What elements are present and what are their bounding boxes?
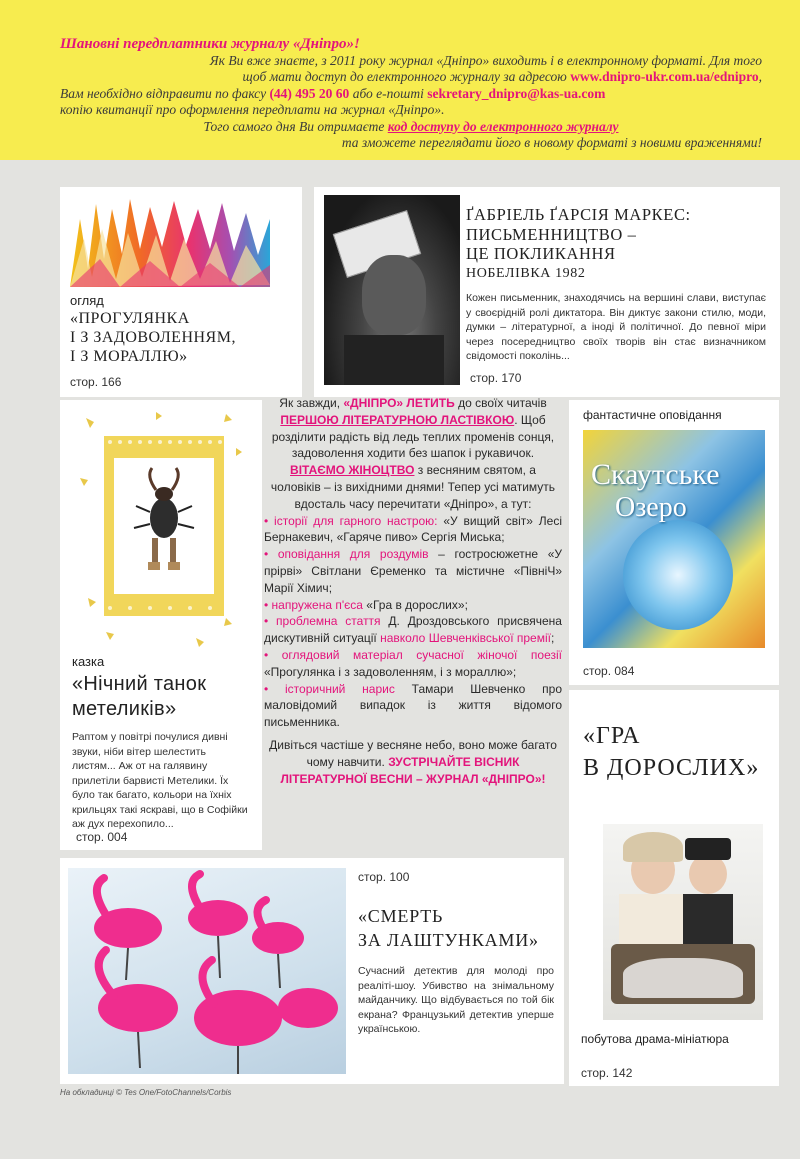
editorial-column: Як завжди, «ДНІПРО» ЛЕТИТЬ до своїх читачів ПЕРШОЮ ЛІТЕРАТУРНОЮ ЛАСТІВКОЮ. Щоб розділити радість від ледь теплих променів сонця, задоволення ходити без шапок і рукавичок. ВІТАЄМО ЖІНОЦТВО з весняним святом, а чоловіків – із вихідними днями! Тепер усі матимуть вдосталь часу перечитати «Дніпро», а тут: • історії для гарного настрою: «У вищий світ» Лесі Бернакевич, «Гаряче пиво» Сергія Миська; • оповідання для роздумів – гостросюжетне «У прірві» Світлани Єременко та містичне «ПівніЧ» Марії Хімич; • напружена п'єса «Гра в дорослих»; • проблемна стаття Д. Дроздовського присвячена дискутивній ситуації навколо Шевченківської премії; • оглядовий матеріал сучасної жіночої поезії «Прогулянка і з задоволенням, і з мораллю»; • історичний нарис Тамари Шевченко про маловідомий випадок із життя відомого письменника. Дивіться частіше у весняне небо, воно може багато чому навчити. ЗУСТРІЧАЙТЕ ВІСНИК ЛІТЕРАТУРНОЇ ВЕСНИ – ЖУРНАЛ «ДНІПРО»! <box>264 396 562 786</box>
banner-line: та зможете переглядати його в новому форматі з новими враженнями! <box>341 135 762 150</box>
detective-title: «СМЕРТЬ ЗА ЛАШТУНКАМИ» <box>358 906 539 950</box>
banner-line: Вам необхідно відправити по факсу (44) 495 20 60 або e-пошті sekretary_dnipro@kas-ua.com <box>60 85 606 101</box>
subscription-banner <box>0 0 800 160</box>
marquez-page-ref: стор. 170 <box>470 371 522 385</box>
abstract-brush-image <box>70 199 270 287</box>
fantasy-card[interactable] <box>569 400 779 685</box>
dnipro-flies-highlight: «ДНІПРО» ЛЕТИТЬ <box>343 396 455 410</box>
play-card[interactable] <box>569 690 779 1086</box>
cover-title-1: Скаутське <box>591 458 720 491</box>
fantasy-page-ref: стор. 084 <box>583 664 635 678</box>
play-title: «ГРА В ДОРОСЛИХ» <box>583 723 760 781</box>
fax-number: (44) 495 20 60 <box>269 85 350 101</box>
butterflies-decor <box>76 408 246 648</box>
contents-item: • оповідання для роздумів – гостросюжетне «У прірві» Світлани Єременко та містичне «ПівніЧ» Марії Хімич; <box>264 547 562 595</box>
lake-cover-image <box>583 430 765 648</box>
email-link[interactable]: sekretary_dnipro@kas-ua.com <box>427 85 606 101</box>
flamingos-photo <box>68 868 346 1074</box>
banner-line: копію квитанції про оформлення передплати на журнал «Дніпро». <box>60 102 445 117</box>
children-photo <box>603 824 763 1020</box>
contents-item: • історії для гарного настрою: «У вищий світ» Лесі Бернакевич, «Гаряче пиво» Сергія Миська; <box>264 513 562 545</box>
banner-line: Як Ви вже знаєте, з 2011 року журнал «Дніпро» виходить і в електронному форматі. Для того <box>209 52 762 68</box>
banner-line: Того самого дня Ви отримаєте код доступу до електронного журналу <box>203 118 619 134</box>
detective-text: Сучасний детектив для молоді про реаліті-шоу. Убивство на знімальному майданчику. Що відбувається по той бік екрана? Французький детектив уперше українською. <box>358 965 554 1035</box>
contents-item: • проблемна стаття Д. Дроздовського присвячена дискутивній ситуації навколо Шевченківської премії; <box>264 614 562 646</box>
greet-women-highlight: ВІТАЄМО ЖІНОЦТВО <box>290 463 415 478</box>
marquez-text: Кожен письменник, знаходячись на вершині слави, виступає у своєрідній ролі диктатора. Він диктує закони стилю, моди, думки – літературної, а іноді й політичної. До певної міри через посередництво своїх творів він стає визначником свідомості поколінь... <box>466 292 766 362</box>
contents-item: • напружена п'єса «Гра в дорослих»; <box>264 597 468 612</box>
tale-text: Раптом у повітрі почулися дивні звуки, ніби вітер шелестить листям... Аж от на галявину прилетіли барвисті Метелики. Їх було так багато, кольори на їхніх крильцях такі яскраві, що в Софійки аж дух перехопило... <box>72 731 248 830</box>
review-label: огляд <box>70 293 104 308</box>
review-card[interactable] <box>60 187 302 397</box>
fantasy-label: фантастичне оповідання <box>583 408 722 422</box>
first-swallow-highlight: ПЕРШОЮ ЛІТЕРАТУРНОЮ ЛАСТІВКОЮ <box>280 412 515 427</box>
play-page-ref: стор. 142 <box>581 1066 633 1080</box>
tale-card[interactable] <box>60 400 262 850</box>
contents-item: • оглядовий матеріал сучасної жіночої поезії «Прогулянка і з задоволенням, і з мораллю»; <box>264 647 562 679</box>
cover-title-2: Озеро <box>615 492 687 523</box>
contents-item: • історичний нарис Тамари Шевченко про маловідомий випадок із життя відомого письменника. <box>264 681 562 730</box>
tale-page-ref: стор. 004 <box>76 830 128 844</box>
closing-highlight: ЗУСТРІЧАЙТЕ ВІСНИК ЛІТЕРАТУРНОЇ ВЕСНИ – ЖУРНАЛ «ДНІПРО»! <box>280 754 546 786</box>
marquez-card[interactable] <box>314 187 780 397</box>
marquez-photo <box>324 195 460 385</box>
banner-line: щоб мати доступ до електронного журналу за адресою www.dnipro-ukr.com.ua/ednipro, <box>242 69 762 84</box>
access-code-link[interactable]: код доступу до електронного журналу <box>387 118 619 134</box>
beetle-illustration <box>76 408 246 648</box>
tale-title: «Нічний танок метеликів» <box>72 673 207 720</box>
review-page-ref: стор. 166 <box>70 375 122 389</box>
play-label: побутова драма-мініатюра <box>581 1032 729 1046</box>
journal-url-link[interactable]: www.dnipro-ukr.com.ua/ednipro <box>570 69 759 84</box>
review-title: «ПРОГУЛЯНКА І З ЗАДОВОЛЕННЯМ, І З МОРАЛЛЮ» <box>70 310 236 365</box>
detective-page-ref: стор. 100 <box>358 870 410 884</box>
banner-title: Шановні передплатники журналу «Дніпро»! <box>60 36 360 52</box>
tale-label: казка <box>72 654 105 669</box>
detective-card[interactable] <box>60 858 564 1084</box>
cover-credit: На обкладинці © Tes One/FotoChannels/Corbis <box>60 1088 232 1097</box>
marquez-title: ҐАБРІЕЛЬ ҐАРСІЯ МАРКЕС: ПИСЬМЕННИЦТВО – ЦЕ ПОКЛИКАННЯ НОБЕЛІВКА 1982 <box>466 205 691 281</box>
